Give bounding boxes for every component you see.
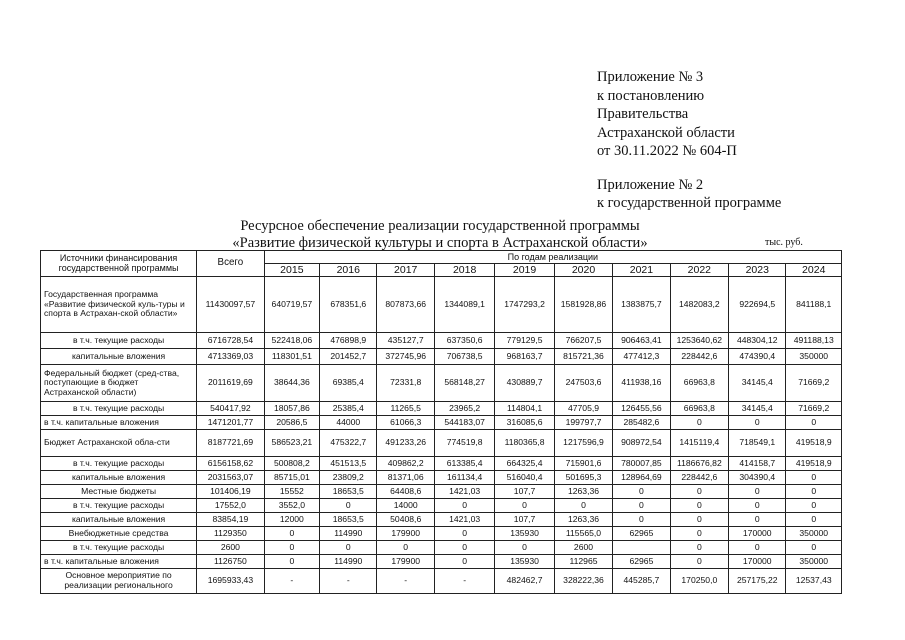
table-row	[41, 555, 842, 569]
year-value-cell: 0	[264, 555, 319, 569]
row-label: Бюджет Астраханской обла-сти	[41, 430, 197, 457]
year-value-cell: 906463,41	[613, 333, 670, 349]
year-value-cell: 15552	[264, 485, 319, 499]
year-value-cell: 228442,6	[670, 349, 728, 365]
year-value-cell: 2600	[554, 541, 612, 555]
header-year: 2023	[729, 264, 786, 277]
row-label: в т.ч. капитальные вложения	[41, 416, 197, 430]
header-year: 2016	[320, 264, 377, 277]
year-value-cell: 23809,2	[320, 471, 377, 485]
year-value-cell: 766207,5	[554, 333, 612, 349]
year-value-cell: 62965	[613, 555, 670, 569]
year-value-cell: 411938,16	[613, 365, 670, 402]
year-value-cell: 0	[786, 513, 842, 527]
year-value-cell: 328222,36	[554, 569, 612, 594]
row-total: 83854,19	[197, 513, 265, 527]
year-value-cell: 0	[786, 541, 842, 555]
year-value-cell: 640719,57	[264, 277, 319, 333]
year-value-cell: 0	[670, 527, 728, 541]
unit-label: тыс. руб.	[765, 237, 803, 248]
header-year: 2024	[786, 264, 842, 277]
year-value-cell: 115565,0	[554, 527, 612, 541]
appendix-line: Астраханской области	[597, 124, 735, 141]
year-value-cell: 491233,26	[377, 430, 434, 457]
year-value-cell: 706738,5	[434, 349, 494, 365]
year-value-cell: 14000	[377, 499, 434, 513]
year-value-cell: 0	[670, 499, 728, 513]
year-value-cell: 247503,6	[554, 365, 612, 402]
year-value-cell: 201452,7	[320, 349, 377, 365]
year-value-cell: 0	[670, 485, 728, 499]
year-value-cell: 637350,6	[434, 333, 494, 349]
year-value-cell: 170250,0	[670, 569, 728, 594]
year-value-cell: 170000	[729, 527, 786, 541]
year-value-cell: 0	[377, 541, 434, 555]
year-value-cell: 0	[670, 541, 728, 555]
year-value-cell: 161134,4	[434, 471, 494, 485]
year-value-cell: 482462,7	[495, 569, 554, 594]
year-value-cell: 476898,9	[320, 333, 377, 349]
header-by-years: По годам реализации	[264, 251, 841, 264]
year-value-cell: 0	[670, 513, 728, 527]
year-value-cell: 0	[264, 527, 319, 541]
table-row	[41, 527, 842, 541]
year-value-cell: 908972,54	[613, 430, 670, 457]
table-row	[41, 277, 842, 333]
year-value-cell: 419518,9	[786, 430, 842, 457]
table-row	[41, 365, 842, 402]
row-total: 6716728,54	[197, 333, 265, 349]
row-label: Внебюджетные средства	[41, 527, 197, 541]
year-value-cell: 1482083,2	[670, 277, 728, 333]
year-value-cell: 71669,2	[786, 365, 842, 402]
header-total: Всего	[197, 251, 265, 277]
year-value-cell: 81371,06	[377, 471, 434, 485]
year-value-cell: 841188,1	[786, 277, 842, 333]
header-year: 2015	[264, 264, 319, 277]
row-total: 11430097,57	[197, 277, 265, 333]
header-year: 2018	[434, 264, 494, 277]
year-value-cell: 0	[670, 416, 728, 430]
year-value-cell: 445285,7	[613, 569, 670, 594]
year-value-cell: 34145,4	[729, 365, 786, 402]
appendix-line: Приложение № 3	[597, 69, 704, 85]
year-value-cell: 1581928,86	[554, 277, 612, 333]
year-value-cell: 500808,2	[264, 457, 319, 471]
table-row	[41, 471, 842, 485]
table-row	[41, 485, 842, 499]
appendix-line: Правительства	[597, 106, 689, 122]
table-row	[41, 513, 842, 527]
table-row	[41, 541, 842, 555]
row-label: капитальные вложения	[41, 349, 197, 365]
year-value-cell: 516040,4	[495, 471, 554, 485]
year-value-cell: 350000	[786, 527, 842, 541]
year-value-cell: 114804,1	[495, 402, 554, 416]
row-label: Федеральный бюджет (сред-ства, поступающие в бюджет Астраханской области)	[41, 365, 197, 402]
document-title	[200, 218, 680, 252]
row-label: Местные бюджеты	[41, 485, 197, 499]
year-value-cell: 0	[264, 541, 319, 555]
year-value-cell: 0	[613, 485, 670, 499]
row-total: 540417,92	[197, 402, 265, 416]
year-value-cell: 568148,27	[434, 365, 494, 402]
row-total: 1695933,43	[197, 569, 265, 594]
year-value-cell: 0	[495, 499, 554, 513]
row-label: в т.ч. текущие расходы	[41, 499, 197, 513]
year-value-cell: 1421,03	[434, 485, 494, 499]
header-year: 2019	[495, 264, 554, 277]
row-total: 2031563,07	[197, 471, 265, 485]
year-value-cell: 409862,2	[377, 457, 434, 471]
appendix-line: к постановлению	[597, 87, 705, 104]
year-value-cell: 1747293,2	[495, 277, 554, 333]
year-value-cell: 435127,7	[377, 333, 434, 349]
year-value-cell: 38644,36	[264, 365, 319, 402]
year-value-cell: 1253640,62	[670, 333, 728, 349]
year-value-cell: 419518,9	[786, 457, 842, 471]
year-value-cell: -	[434, 569, 494, 594]
funding-table	[40, 250, 842, 594]
year-value-cell: 72331,8	[377, 365, 434, 402]
year-value-cell: 0	[786, 471, 842, 485]
header-year: 2020	[554, 264, 612, 277]
year-value-cell: 0	[786, 416, 842, 430]
year-value-cell: 0	[729, 499, 786, 513]
table-row	[41, 349, 842, 365]
year-value-cell: 0	[670, 555, 728, 569]
year-value-cell: 257175,22	[729, 569, 786, 594]
year-value-cell: 0	[320, 541, 377, 555]
year-value-cell: 0	[434, 499, 494, 513]
table-row	[41, 416, 842, 430]
year-value-cell: 0	[729, 541, 786, 555]
year-value-cell: 474390,4	[729, 349, 786, 365]
year-value-cell: 18057,86	[264, 402, 319, 416]
row-label: в т.ч. текущие расходы	[41, 402, 197, 416]
year-value-cell: 1415119,4	[670, 430, 728, 457]
row-label: в т.ч. текущие расходы	[41, 333, 197, 349]
year-value-cell: 179900	[377, 527, 434, 541]
row-total: 1129350	[197, 527, 265, 541]
year-value-cell: 47705,9	[554, 402, 612, 416]
year-value-cell: 718549,1	[729, 430, 786, 457]
year-value-cell: 199797,7	[554, 416, 612, 430]
year-value-cell: 3552,0	[264, 499, 319, 513]
row-total: 1126750	[197, 555, 265, 569]
year-value-cell: 71669,2	[786, 402, 842, 416]
header-year: 2017	[377, 264, 434, 277]
row-total: 17552,0	[197, 499, 265, 513]
year-value-cell: 350000	[786, 349, 842, 365]
year-value-cell: 66963,8	[670, 365, 728, 402]
year-value-cell: 774519,8	[434, 430, 494, 457]
table-row	[41, 402, 842, 416]
year-value-cell: 501695,3	[554, 471, 612, 485]
year-value-cell: 0	[495, 541, 554, 555]
year-value-cell: 0	[729, 485, 786, 499]
year-value-cell: 107,7	[495, 513, 554, 527]
year-value-cell: 1180365,8	[495, 430, 554, 457]
year-value-cell: 18653,5	[320, 485, 377, 499]
year-value-cell: 12537,43	[786, 569, 842, 594]
year-value-cell: 475322,7	[320, 430, 377, 457]
row-total: 2011619,69	[197, 365, 265, 402]
year-value-cell: 448304,12	[729, 333, 786, 349]
year-value-cell: 135930	[495, 527, 554, 541]
row-label: в т.ч. текущие расходы	[41, 457, 197, 471]
year-value-cell: 780007,85	[613, 457, 670, 471]
year-value-cell: -	[377, 569, 434, 594]
row-label: Основное мероприятие по реализации регионального	[41, 569, 197, 594]
year-value-cell: 430889,7	[495, 365, 554, 402]
year-value-cell: 50408,6	[377, 513, 434, 527]
year-value-cell: 350000	[786, 555, 842, 569]
year-value-cell: 18653,5	[320, 513, 377, 527]
year-value-cell: 285482,6	[613, 416, 670, 430]
title-line-2: «Развитие физической культуры и спорта в Астраханской области»	[232, 235, 648, 251]
year-value-cell: 815721,36	[554, 349, 612, 365]
year-value-cell: 34145,4	[729, 402, 786, 416]
year-value-cell: 664325,4	[495, 457, 554, 471]
row-label: в т.ч. текущие расходы	[41, 541, 197, 555]
year-value-cell: 0	[729, 416, 786, 430]
year-value-cell: 1383875,7	[613, 277, 670, 333]
year-value-cell: 61066,3	[377, 416, 434, 430]
year-value-cell: 522418,06	[264, 333, 319, 349]
year-value-cell: 414158,7	[729, 457, 786, 471]
year-value-cell: 0	[729, 513, 786, 527]
year-value-cell: 304390,4	[729, 471, 786, 485]
title-line-1: Ресурсное обеспечение реализации государственной программы	[240, 218, 640, 234]
row-label: Государственная программа «Развитие физической куль-туры и спорта в Астрахан-ской области»	[41, 277, 197, 333]
year-value-cell: 451513,5	[320, 457, 377, 471]
year-value-cell: 23965,2	[434, 402, 494, 416]
year-value-cell: 0	[320, 499, 377, 513]
table-row	[41, 499, 842, 513]
year-value-cell: 1421,03	[434, 513, 494, 527]
year-value-cell: 114990	[320, 527, 377, 541]
year-value-cell: 0	[554, 499, 612, 513]
row-total: 2600	[197, 541, 265, 555]
table-row	[41, 569, 842, 594]
table-row	[41, 430, 842, 457]
row-total: 1471201,77	[197, 416, 265, 430]
year-value-cell: 62965	[613, 527, 670, 541]
row-label: капитальные вложения	[41, 471, 197, 485]
year-value-cell: 1263,36	[554, 485, 612, 499]
year-value-cell: 922694,5	[729, 277, 786, 333]
year-value-cell: 968163,7	[495, 349, 554, 365]
row-total: 6156158,62	[197, 457, 265, 471]
year-value-cell: 128964,69	[613, 471, 670, 485]
year-value-cell: 66963,8	[670, 402, 728, 416]
year-value-cell: 69385,4	[320, 365, 377, 402]
year-value-cell: 118301,51	[264, 349, 319, 365]
year-value-cell: 1217596,9	[554, 430, 612, 457]
year-value-cell: 170000	[729, 555, 786, 569]
year-value-cell	[613, 541, 670, 555]
year-value-cell: 25385,4	[320, 402, 377, 416]
year-value-cell: -	[264, 569, 319, 594]
year-value-cell: 0	[613, 513, 670, 527]
year-value-cell: 678351,6	[320, 277, 377, 333]
year-value-cell: 1186676,82	[670, 457, 728, 471]
year-value-cell: 0	[434, 541, 494, 555]
year-value-cell: 715901,6	[554, 457, 612, 471]
year-value-cell: 64408,6	[377, 485, 434, 499]
appendix-line: Приложение № 2	[597, 176, 704, 193]
year-value-cell: 135930	[495, 555, 554, 569]
year-value-cell: 613385,4	[434, 457, 494, 471]
year-value-cell: 114990	[320, 555, 377, 569]
year-value-cell: 0	[434, 527, 494, 541]
appendix-block	[597, 68, 781, 213]
year-value-cell: 20586,5	[264, 416, 319, 430]
row-label: в т.ч. капитальные вложения	[41, 555, 197, 569]
year-value-cell: 107,7	[495, 485, 554, 499]
year-value-cell: 0	[786, 499, 842, 513]
row-total: 101406,19	[197, 485, 265, 499]
header-year: 2021	[613, 264, 670, 277]
year-value-cell: 0	[613, 499, 670, 513]
year-value-cell: 1344089,1	[434, 277, 494, 333]
year-value-cell: 85715,01	[264, 471, 319, 485]
row-total: 4713369,03	[197, 349, 265, 365]
year-value-cell: 491188,13	[786, 333, 842, 349]
year-value-cell: 477412,3	[613, 349, 670, 365]
year-value-cell: 544183,07	[434, 416, 494, 430]
year-value-cell: 126455,56	[613, 402, 670, 416]
year-value-cell: 779129,5	[495, 333, 554, 349]
year-value-cell: 11265,5	[377, 402, 434, 416]
year-value-cell: 807873,66	[377, 277, 434, 333]
row-total: 8187721,69	[197, 430, 265, 457]
year-value-cell: 44000	[320, 416, 377, 430]
year-value-cell: 228442,6	[670, 471, 728, 485]
year-value-cell: 12000	[264, 513, 319, 527]
year-value-cell: 316085,6	[495, 416, 554, 430]
row-label: капитальные вложения	[41, 513, 197, 527]
year-value-cell: 112965	[554, 555, 612, 569]
appendix-gap	[597, 161, 781, 176]
year-value-cell: 0	[786, 485, 842, 499]
year-value-cell: 372745,96	[377, 349, 434, 365]
year-value-cell: 1263,36	[554, 513, 612, 527]
year-value-cell: 0	[434, 555, 494, 569]
table-row	[41, 457, 842, 471]
year-value-cell: -	[320, 569, 377, 594]
header-source: Источники финансирования государственной программы	[41, 251, 197, 277]
appendix-line: к государственной программе	[597, 195, 782, 211]
year-value-cell: 586523,21	[264, 430, 319, 457]
header-year: 2022	[670, 264, 728, 277]
table-row	[41, 333, 842, 349]
appendix-line: от 30.11.2022 № 604-П	[597, 143, 737, 159]
year-value-cell: 179900	[377, 555, 434, 569]
